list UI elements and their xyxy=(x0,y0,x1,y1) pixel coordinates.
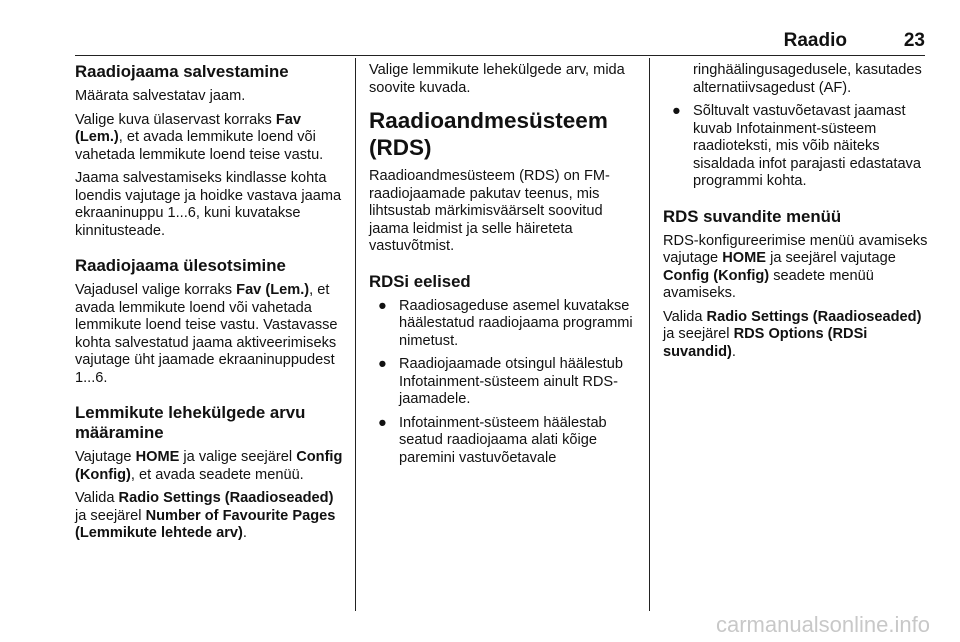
heading-salvestamine: Raadiojaama salvestamine xyxy=(75,62,289,81)
bullet-icon: ● xyxy=(378,297,387,314)
paragraph: Raadioandmesüsteem (RDS) on FM-raadiojaamade pakutav teenus, mis lihtsustab märkimisväärselt soovitud jaama leidmist ja selle häireteta vastuvõtmist. xyxy=(369,168,610,254)
heading-lemmikute-arv: Lemmikute lehekülgede arvu määramine xyxy=(75,403,306,442)
paragraph: Valige lemmikute lehekülgede arv, mida soovite kuvada. xyxy=(369,62,625,96)
bullet-icon: ● xyxy=(672,103,681,119)
list-item: ● Raadiosageduse asemel kuvatakse häälestatud raadiojaama programmi nimetust. xyxy=(378,297,633,349)
paragraph: Valida Radio Settings (Raadioseaded) ja seejärel Number of Favourite Pages (Lemmikute lehtede arv). xyxy=(75,490,336,541)
list-item: ● Raadiojaamade otsingul häälestub Infotainment-süsteem ainult RDS-jaamadele. xyxy=(378,356,623,407)
paragraph: Valida Radio Settings (Raadioseaded) ja seejärel RDS Options (RDSi suvandid). xyxy=(663,308,922,360)
list-item: ● Sõltuvalt vastuvõetavast jaamast kuvab Infotainment-süsteem raadioteksti, mis võib näiteks sisaldada infot parajasti edastatava programmi kohta. xyxy=(672,103,921,189)
paragraph: Vajutage HOME ja valige seejärel Config (Konfig), et avada seadete menüü. xyxy=(75,449,343,483)
heading-rdsi-eelised: RDSi eelised xyxy=(369,271,471,291)
bullet-icon: ● xyxy=(378,356,387,372)
heading-rds-suvandid: RDS suvandite menüü xyxy=(663,206,842,226)
column-divider-2 xyxy=(649,58,650,611)
paragraph: Jaama salvestamiseks kindlasse kohta loendis vajutage ja hoidke vastava jaama ekraaninuppu 1...6, kuni kuvatakse kinnitusteade. xyxy=(75,170,342,239)
bullet-list xyxy=(369,298,635,468)
column-2 xyxy=(369,62,635,473)
list-item-continuation: ringhäälingusagedusele, kasutades alternatiivsagedust (AF). xyxy=(693,62,922,96)
page-header xyxy=(75,30,925,52)
column-1 xyxy=(75,62,347,549)
header-rule xyxy=(75,55,925,56)
paragraph: RDS-konfigureerimise menüü avamiseks vajutage HOME ja seejärel vajutage Config (Konfig) seadete menüü avamiseks. xyxy=(663,232,928,301)
section-title: Raadio xyxy=(783,30,847,51)
bullet-list xyxy=(663,103,928,191)
column-3 xyxy=(663,62,928,367)
paragraph: Määrata salvestatav jaam. xyxy=(75,88,246,104)
bullet-icon: ● xyxy=(378,414,387,431)
page-number: 23 xyxy=(903,30,925,51)
paragraph: Valige kuva ülaservast korraks Fav (Lem.), et avada lemmikute loend või vahetada lemmikute loend teise vastu. xyxy=(75,111,324,163)
heading-ulesotsimine: Raadiojaama ülesotsimine xyxy=(75,256,286,275)
heading-rds: Raadioandmesüsteem (RDS) xyxy=(369,108,608,160)
list-item: ● Infotainment-süsteem häälestab seatud raadiojaama alati kõige paremini vastuvõetavale xyxy=(378,414,607,466)
paragraph: Vajadusel valige korraks Fav (Lem.), et avada lemmikute loend või vahetada lemmikute loend teise vastu. Vastavasse kohta salvestatud jaama aktiveerimiseks vajutage üht jaamade ekraaninuppudest 1...6. xyxy=(75,282,338,386)
watermark: carmanualsonline.info xyxy=(715,612,930,637)
column-divider-1 xyxy=(355,58,356,611)
